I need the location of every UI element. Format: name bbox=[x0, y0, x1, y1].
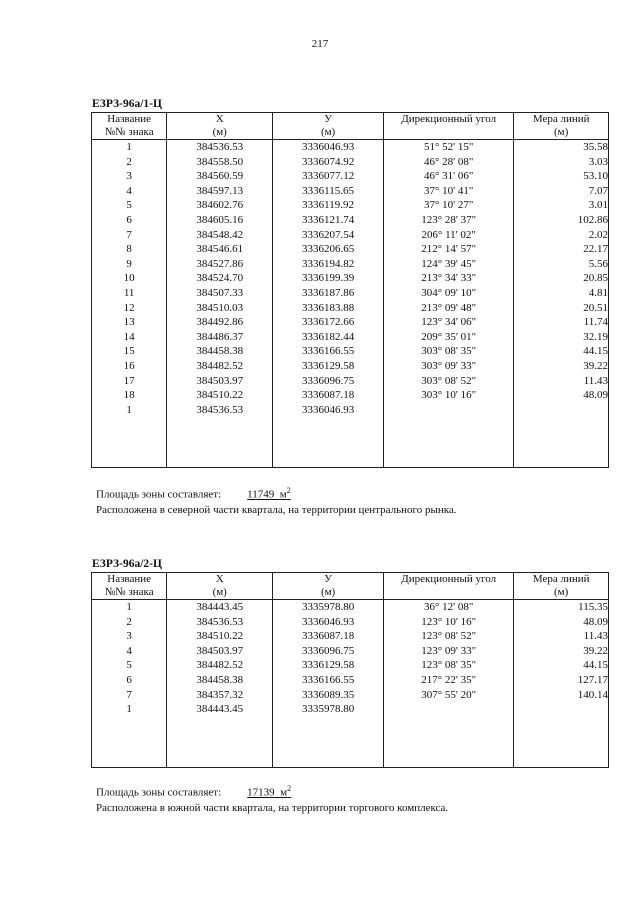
table-cell-value: 384482.52 bbox=[196, 659, 244, 672]
area-value: 17139 $м^2$ bbox=[247, 784, 292, 799]
table-cell-value: 209° 35' 01" bbox=[421, 330, 477, 343]
table-cell-value: 303° 10' 16" bbox=[421, 389, 477, 402]
length-column bbox=[514, 140, 609, 468]
table-cell-value: 384548.42 bbox=[196, 228, 244, 241]
table-cell-value: 46° 31' 06" bbox=[423, 170, 474, 183]
table-cell-value: 384510.22 bbox=[196, 389, 244, 402]
y-column bbox=[273, 600, 384, 768]
table-cell-value: 3336182.44 bbox=[301, 330, 355, 343]
table-cell-value: 4 bbox=[126, 184, 132, 197]
table-cell-value: 3336166.55 bbox=[301, 673, 355, 686]
header-y: У (м) bbox=[273, 113, 384, 140]
table-cell-value: 36° 12' 08" bbox=[423, 601, 474, 613]
table-cell-value: 12 bbox=[123, 301, 135, 314]
table-cell-value: 3336172.66 bbox=[301, 316, 355, 329]
table-cell-value: 3336207.54 bbox=[301, 228, 355, 241]
table-cell-value: 384524.70 bbox=[196, 272, 244, 285]
table-cell-value: 3336119.92 bbox=[302, 199, 354, 212]
table-cell-value: 11.43 bbox=[583, 630, 608, 643]
table-header-row bbox=[92, 573, 609, 600]
table-cell-value: 3335978.80 bbox=[301, 703, 355, 716]
table-cell-value: 53.10 bbox=[583, 170, 608, 183]
table-cell-value: 5 bbox=[126, 199, 132, 212]
area-label: Площадь зоны составляет: bbox=[96, 488, 222, 501]
table-cell-value: 14 bbox=[123, 330, 135, 343]
table-cell-value: 3336046.93 bbox=[301, 615, 355, 628]
table-cell-value: 16 bbox=[123, 359, 135, 372]
table-cell-value: 123° 10' 16" bbox=[421, 615, 477, 628]
table-cell-value: 2 bbox=[126, 155, 132, 168]
points-column bbox=[92, 600, 167, 768]
table-cell-value: 213° 09' 48" bbox=[421, 301, 477, 314]
table-cell-value: 212° 14' 57" bbox=[421, 243, 477, 256]
table-cell-value: 307° 55' 20" bbox=[421, 688, 477, 701]
table-cell-value: 32.19 bbox=[583, 330, 608, 343]
table-cell-value: 127.17 bbox=[577, 673, 608, 686]
table-cell-value: 17 bbox=[123, 374, 135, 387]
table-cell-value: 384510.22 bbox=[196, 630, 244, 643]
table-cell-value: 123° 34' 06" bbox=[421, 316, 477, 329]
table-cell-value: 5.56 bbox=[588, 257, 608, 270]
angle-column bbox=[384, 140, 514, 468]
table-cell-value: 39.22 bbox=[583, 644, 608, 657]
table-cell-value: 384597.13 bbox=[196, 184, 244, 197]
area-summary bbox=[96, 483, 457, 518]
table-cell-value: 384458.38 bbox=[196, 673, 244, 686]
table-cell-value: 51° 52' 15" bbox=[423, 141, 474, 153]
table-cell-value: 384482.52 bbox=[196, 359, 244, 372]
table-cell-value: 44.15 bbox=[583, 659, 608, 672]
table-cell-value: 303° 08' 52" bbox=[421, 374, 477, 387]
coordinates-table bbox=[91, 572, 609, 768]
table-cell-value: 3336087.18 bbox=[301, 630, 355, 643]
table-cell-value: 384443.45 bbox=[196, 703, 244, 716]
table-cell-value: 37° 10' 41" bbox=[423, 184, 474, 197]
table-cell-value: 384458.38 bbox=[196, 345, 244, 358]
area-label: Площадь зоны составляет: bbox=[96, 786, 222, 799]
table-cell-value: 3336206.65 bbox=[301, 243, 355, 256]
angle-column bbox=[384, 600, 514, 768]
table-cell-value: 3 bbox=[126, 170, 132, 183]
header-length: Мера линий (м) bbox=[514, 113, 609, 140]
table-cell-value: 384503.97 bbox=[196, 644, 244, 657]
section-title: ЕЗРЗ-96а/2-Ц bbox=[92, 558, 162, 570]
x-column bbox=[167, 140, 273, 468]
table-cell-value: 123° 09' 33" bbox=[421, 644, 477, 657]
table-cell-value: 48.09 bbox=[583, 389, 608, 402]
table-cell-value: 206° 11' 02" bbox=[421, 228, 476, 241]
table-cell-value: 384527.86 bbox=[196, 257, 244, 270]
header-x: X (м) bbox=[167, 113, 273, 140]
table-cell-value: 384486.37 bbox=[196, 330, 244, 343]
table-cell-value: 44.15 bbox=[583, 345, 608, 358]
header-angle: Дирекционный угол bbox=[384, 113, 514, 140]
table-cell-value: 15 bbox=[123, 345, 135, 358]
y-column bbox=[273, 140, 384, 468]
length-column bbox=[514, 600, 609, 768]
table-cell-value: 3336089.35 bbox=[301, 688, 355, 701]
table-cell-value: 1 bbox=[126, 601, 132, 613]
table-cell-value: 213° 34' 33" bbox=[421, 272, 477, 285]
table-cell-value: 3336187.86 bbox=[301, 286, 355, 299]
table-cell-value: 384536.53 bbox=[196, 141, 244, 153]
header-name: Название №№ знака bbox=[92, 573, 167, 600]
table-cell-value: 304° 09' 10" bbox=[421, 286, 477, 299]
table-cell-value: 13 bbox=[123, 316, 135, 329]
table-cell-value: 3336046.93 bbox=[301, 403, 355, 416]
table-cell-value: 3336077.12 bbox=[301, 170, 355, 183]
table-cell-value: 35.58 bbox=[583, 141, 608, 153]
table-cell-value: 3336115.65 bbox=[302, 184, 354, 197]
table-cell-value: 303° 08' 35" bbox=[421, 345, 477, 358]
header-x: X (м) bbox=[167, 573, 273, 600]
table-cell-value: 3336199.39 bbox=[301, 272, 355, 285]
table-cell-value: 384503.97 bbox=[196, 374, 244, 387]
area-summary bbox=[96, 781, 448, 816]
coordinates-table bbox=[91, 112, 609, 468]
table-cell-value: 2 bbox=[126, 615, 132, 628]
table-cell-value: 2.02 bbox=[588, 228, 608, 241]
table-cell-value: 217° 22' 35" bbox=[421, 673, 477, 686]
table-cell-value: 3336129.58 bbox=[301, 359, 355, 372]
table-cell-value: 4 bbox=[126, 644, 132, 657]
table-cell-value: 384536.53 bbox=[196, 615, 244, 628]
table-cell-value: 3335978.80 bbox=[301, 601, 355, 613]
table-cell-value: 123° 08' 52" bbox=[421, 630, 477, 643]
table-cell-value: 9 bbox=[126, 257, 132, 270]
table-cell-value: 384443.45 bbox=[196, 601, 244, 613]
table-cell-value: 8 bbox=[126, 243, 132, 256]
table-body-row bbox=[92, 140, 609, 468]
table-cell-value: 10 bbox=[123, 272, 135, 285]
section-title: ЕЗРЗ-96а/1-Ц bbox=[92, 98, 162, 110]
table-cell-value: 6 bbox=[126, 673, 132, 686]
table-cell-value: 303° 09' 33" bbox=[421, 359, 477, 372]
table-header-row bbox=[92, 113, 609, 140]
table-cell-value: 46° 28' 08" bbox=[423, 155, 474, 168]
table-cell-value: 3336096.75 bbox=[301, 644, 355, 657]
table-cell-value: 3336129.58 bbox=[301, 659, 355, 672]
table-cell-value: 20.85 bbox=[583, 272, 608, 285]
table-body-row bbox=[92, 600, 609, 768]
table-cell-value: 22.17 bbox=[583, 243, 608, 256]
header-y: У (м) bbox=[273, 573, 384, 600]
table-cell-value: 11 bbox=[123, 286, 135, 299]
page-number: 217 bbox=[311, 38, 329, 50]
table-cell-value: 18 bbox=[123, 389, 135, 402]
table-cell-value: 384605.16 bbox=[196, 213, 244, 226]
table-cell-value: 384546.61 bbox=[196, 243, 244, 256]
table-cell-value: 3.03 bbox=[588, 155, 608, 168]
table-cell-value: 3336121.74 bbox=[301, 213, 355, 226]
table-cell-value: 384357.32 bbox=[196, 688, 244, 701]
table-cell-value: 384492.86 bbox=[196, 316, 244, 329]
header-name: Название №№ знака bbox=[92, 113, 167, 140]
table-cell-value: 384536.53 bbox=[196, 403, 244, 416]
table-cell-value: 7 bbox=[126, 688, 132, 701]
table-cell-value: 6 bbox=[126, 213, 132, 226]
location-text: Расположена в северной части квартала, на территории центрального рынка. bbox=[96, 503, 457, 516]
table-cell-value: 102.86 bbox=[577, 213, 608, 226]
table-cell-value: 3336074.92 bbox=[301, 155, 355, 168]
table-cell-value: 39.22 bbox=[583, 359, 608, 372]
table-cell-value: 4.81 bbox=[588, 286, 608, 299]
table-cell-value: 384507.33 bbox=[196, 286, 244, 299]
table-cell-value: 384510.03 bbox=[196, 301, 244, 314]
table-cell-value: 3.01 bbox=[588, 199, 608, 212]
header-length: Мера линий (м) bbox=[514, 573, 609, 600]
table-cell-value: 3336046.93 bbox=[301, 141, 355, 153]
table-cell-value: 1 bbox=[126, 403, 132, 416]
table-cell-value: 5 bbox=[126, 659, 132, 672]
table-cell-value: 20.51 bbox=[583, 301, 608, 314]
table-cell-value: 384560.59 bbox=[196, 170, 244, 183]
table-cell-value: 11.43 bbox=[583, 374, 608, 387]
table-cell-value: 140.14 bbox=[577, 688, 608, 701]
table-cell-value: 37° 10' 27" bbox=[423, 199, 474, 212]
header-angle: Дирекционный угол bbox=[384, 573, 514, 600]
table-cell-value: 3336096.75 bbox=[301, 374, 355, 387]
x-column bbox=[167, 600, 273, 768]
table-cell-value: 123° 08' 35" bbox=[421, 659, 477, 672]
points-column bbox=[92, 140, 167, 468]
table-cell-value: 48.09 bbox=[583, 615, 608, 628]
table-cell-value: 384558.50 bbox=[196, 155, 244, 168]
table-cell-value: 3336183.88 bbox=[301, 301, 355, 314]
table-cell-value: 384602.76 bbox=[196, 199, 244, 212]
table-cell-value: 123° 28' 37" bbox=[421, 213, 477, 226]
table-cell-value: 7 bbox=[126, 228, 132, 241]
location-text: Расположена в южной части квартала, на территории торгового комплекса. bbox=[96, 801, 449, 814]
table-cell-value: 1 bbox=[126, 141, 132, 153]
table-cell-value: 3336166.55 bbox=[301, 345, 355, 358]
table-cell-value: 3 bbox=[126, 630, 132, 643]
table-cell-value: 1 bbox=[126, 703, 132, 716]
table-cell-value: 7.07 bbox=[588, 184, 608, 197]
table-cell-value: 115.35 bbox=[578, 601, 608, 613]
area-value: 11749 $м^2$ bbox=[247, 486, 291, 501]
table-cell-value: 124° 39' 45" bbox=[421, 257, 477, 270]
table-cell-value: 11.74 bbox=[583, 316, 608, 329]
table-cell-value: 3336194.82 bbox=[301, 257, 355, 270]
table-cell-value: 3336087.18 bbox=[301, 389, 355, 402]
